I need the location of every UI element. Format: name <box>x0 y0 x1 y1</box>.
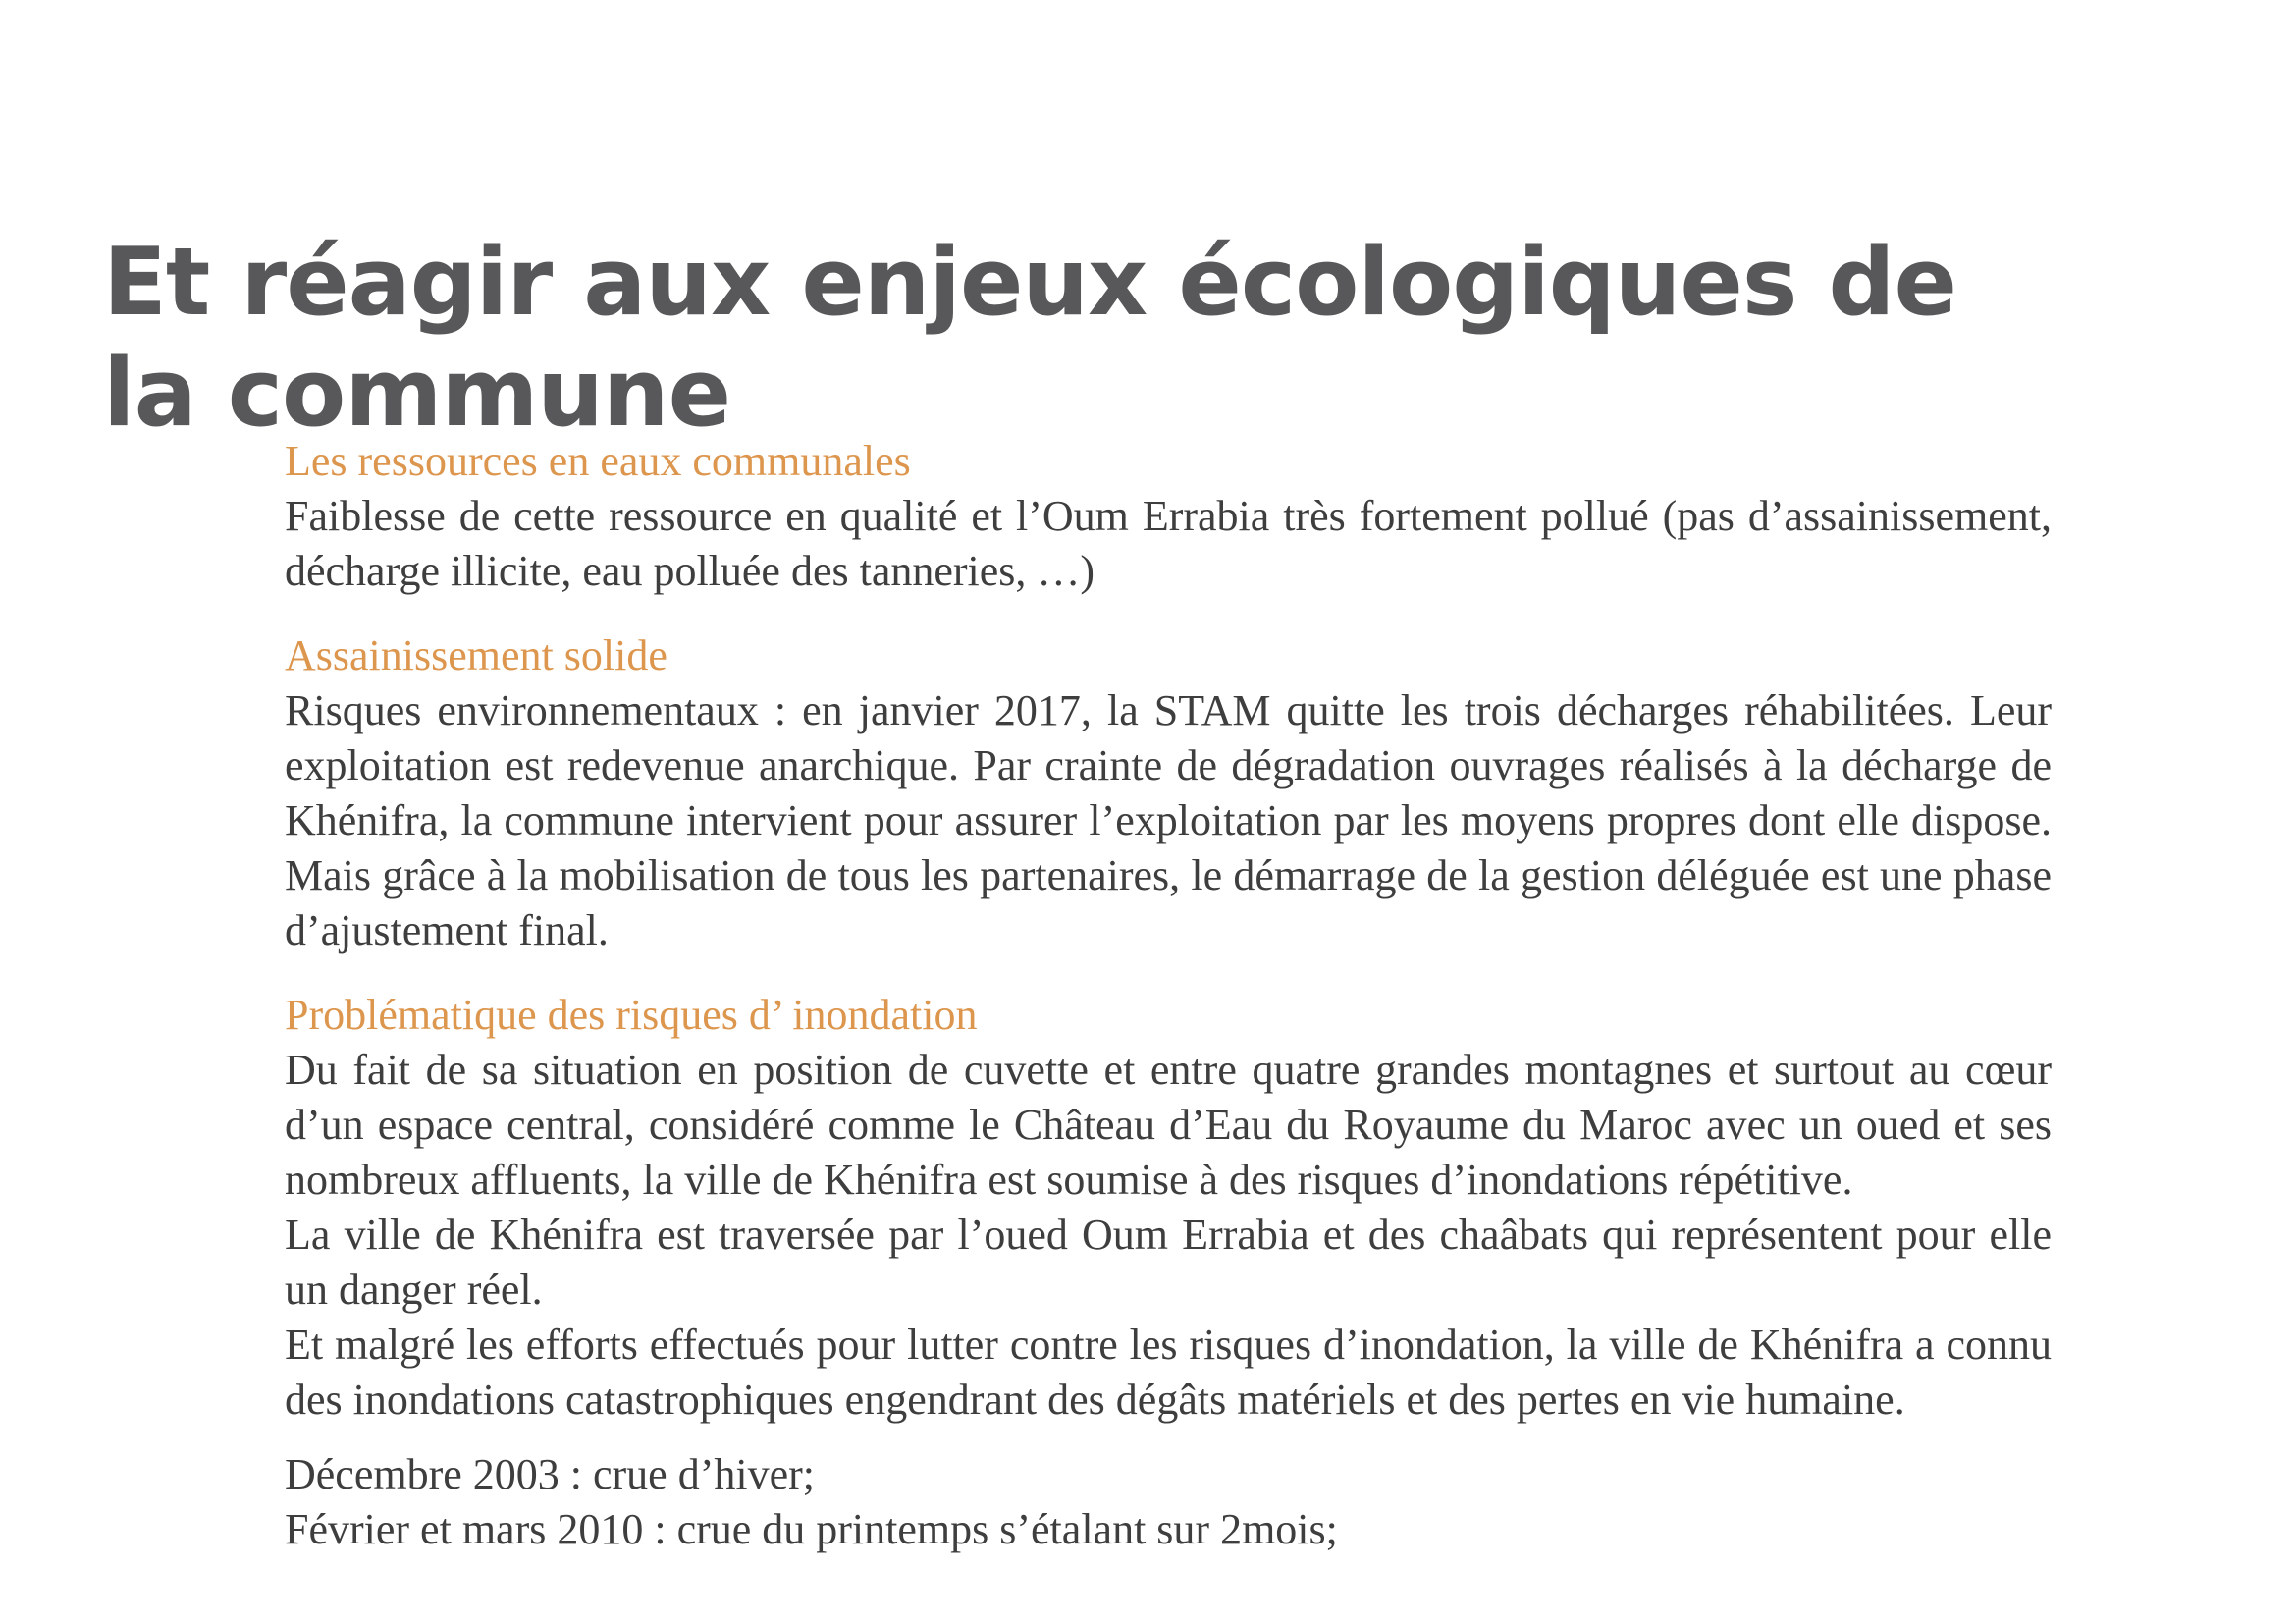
paragraph-flood-risk-oued: La ville de Khénifra est traversée par l’oued Oum Errabia et des chaâbats qui représentent pour elle un danger réel. <box>285 1211 2052 1314</box>
section-flood-risk <box>285 988 2052 1428</box>
section-heading-water-resources: Les ressources en eaux communales <box>285 437 911 485</box>
section-solid-sanitation <box>285 628 2052 958</box>
section-heading-solid-sanitation: Assainissement solide <box>285 631 667 679</box>
page-title-line-2: la commune <box>103 339 730 448</box>
paragraph-flood-risk-situation: Du fait de sa situation en position de cuvette et entre quatre grandes montagnes et surtout au cœur d’un espace central, considéré comme le Château d’Eau du Royaume du Maroc avec un oued et ses nombreux affluents, la ville de Khénifra est soumise à des risques d’inondations répétitive. <box>285 1046 2052 1204</box>
section-water-resources <box>285 434 2052 599</box>
page-title-line-1: Et réagir aux enjeux écologiques de <box>103 228 1956 337</box>
paragraph-solid-sanitation: Risques environnementaux : en janvier 2017, la STAM quitte les trois décharges réhabilitées. Leur exploitation est redevenue anarchique. Par crainte de dégradation ouvrages réalisés à la décharge de Khénifra, la commune intervient pour assurer l’exploitation par les moyens propres dont elle dispose. Mais grâce à la mobilisation de tous les partenaires, le démarrage de la gestion déléguée est une phase d’ajustement final. <box>285 686 2052 954</box>
paragraph-water-resources: Faiblesse de cette ressource en qualité et l’Oum Errabia très fortement pollué (pas d’assainissement, décharge illicite, eau polluée des tanneries, …) <box>285 492 2052 595</box>
page-title <box>103 228 2194 450</box>
slide-body <box>285 434 2052 1557</box>
flood-events-list <box>285 1447 2052 1557</box>
section-heading-flood-risk: Problématique des risques d’ inondation <box>285 991 978 1039</box>
paragraph-flood-risk-efforts: Et malgré les efforts effectués pour lutter contre les risques d’inondation, la ville de Khénifra a connu des inondations catastrophiques engendrant des dégâts matériels et des pertes en vie humaine. <box>285 1321 2052 1424</box>
flood-event-2010: Février et mars 2010 : crue du printemps s’étalant sur 2mois; <box>285 1505 1338 1553</box>
flood-event-2003: Décembre 2003 : crue d’hiver; <box>285 1450 815 1498</box>
